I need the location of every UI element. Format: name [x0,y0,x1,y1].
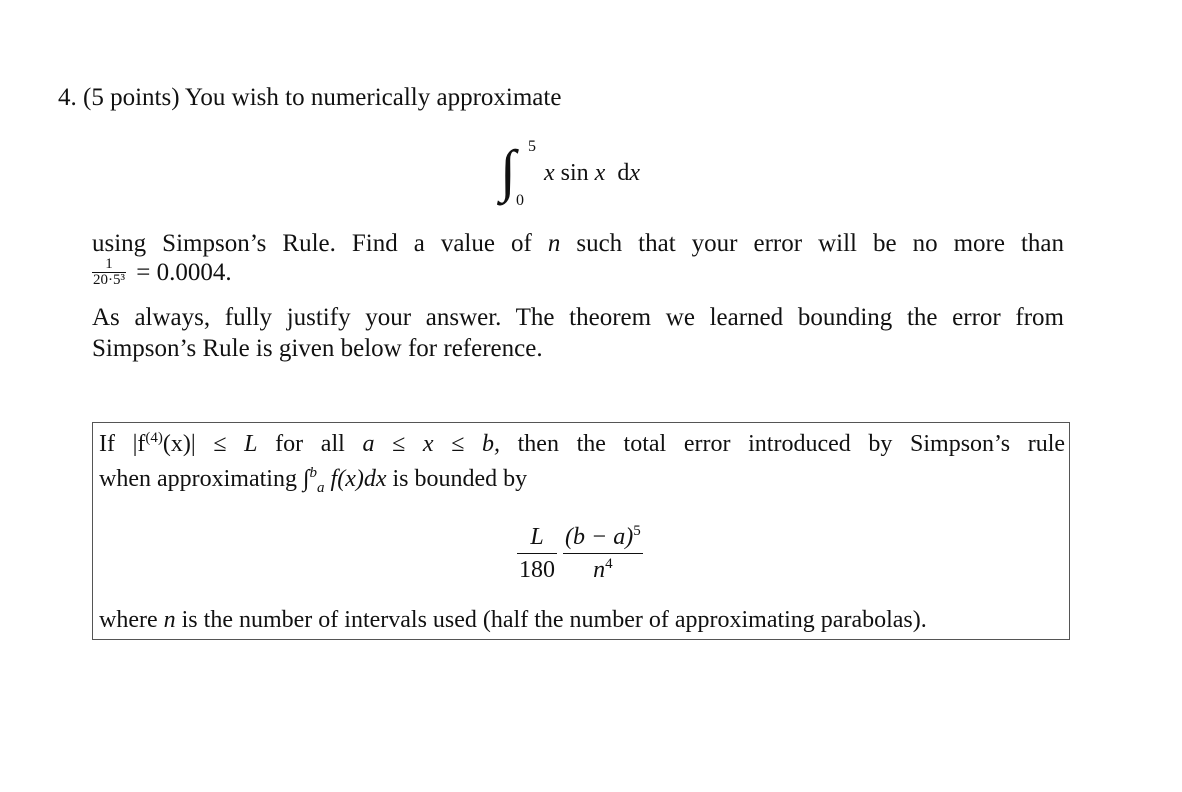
paragraph-instructions: using Simpson’s Rule. Find a value of n such that your error will be no more than [92,230,1065,257]
integral-upper-limit: 5 [528,138,536,155]
theorem-line-2: when approximating ∫$^b_a$ f(x)dx is bounded by [99,465,528,496]
theorem-line-3: where n is the number of intervals used (half the number of approximating parabolas). [99,607,927,633]
paragraph-justify: As always, fully justify your answer. The theorem we learned bounding the error from Simpson’s Rule is given below for reference. [92,304,1064,362]
integral-display [496,136,696,216]
theorem-line-1: If $|f^{(4)}(x)| \le L$ for all a ≤ x ≤ b, then the total error introduced by Simpson’s rule [99,430,1066,457]
integral-lower-limit: 0 [516,192,524,209]
integrand: x sin x dx [544,160,640,186]
error-bound-formula: $\frac{L}{180}$ $\frac{(b - a)^5}{n^4}$ [519,523,641,583]
variable-n: n [547,230,561,257]
tolerance-fraction: $\frac{1}{\text{20·5³}}$ [93,256,125,288]
problem-number: 4. (5 points) [58,84,180,111]
problem-intro: You wish to numerically approximate [184,84,562,111]
integral-sign: ∫ [500,138,516,203]
tolerance-value: = 0.0004. [136,259,232,287]
theorem-box [92,422,1070,640]
tolerance-expression [92,256,232,290]
problem-header [58,84,561,112]
